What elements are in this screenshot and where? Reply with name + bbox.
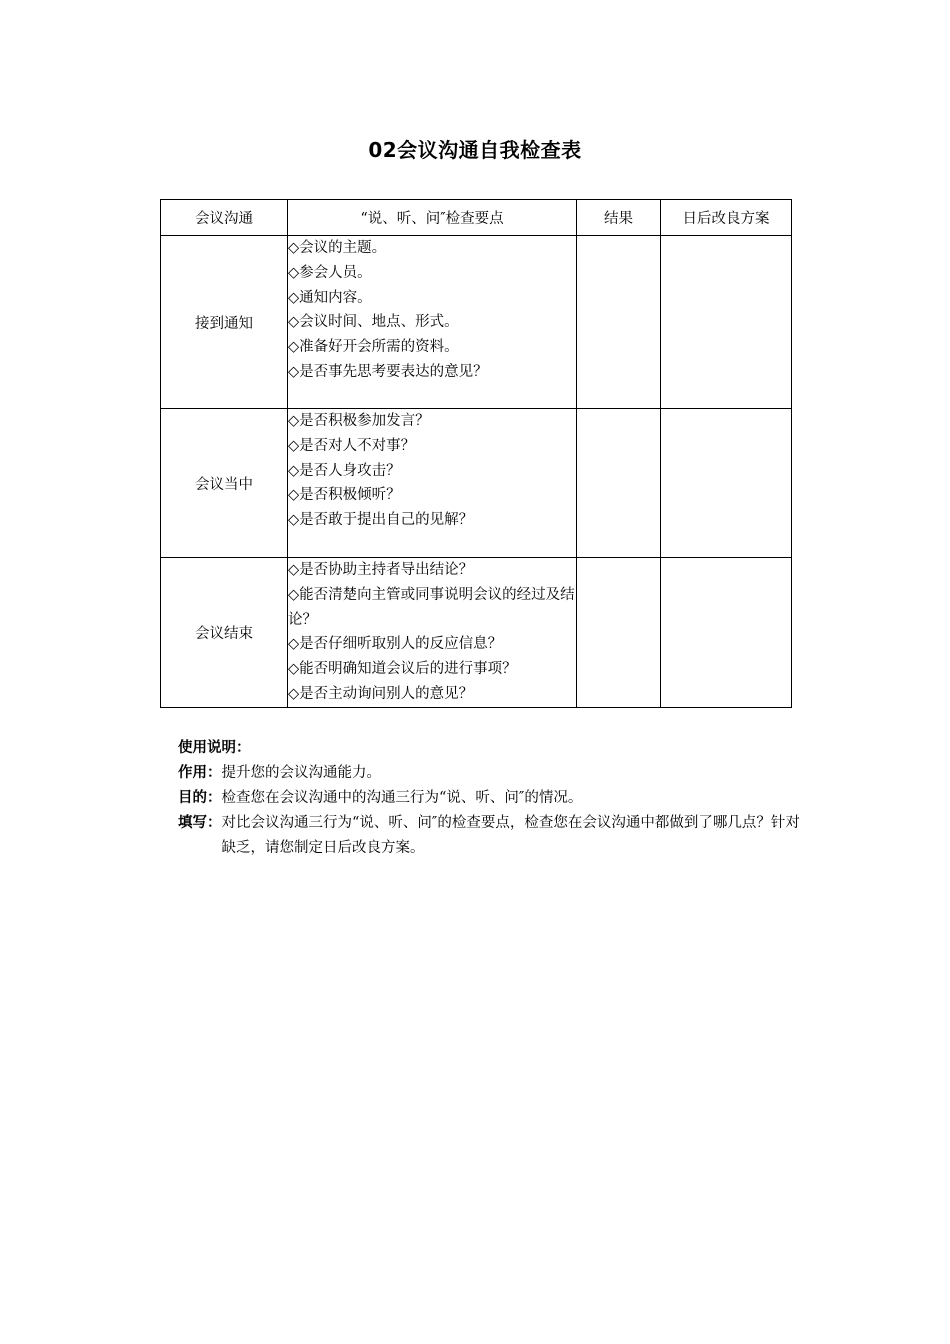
note-fill-in — [178, 811, 808, 861]
note-text: 对比会议沟通三行为“说、听、问″的检查要点，检查您在会议沟通中都做到了哪几点？针对缺乏，请您制定日后改良方案。 — [221, 815, 800, 856]
plan-cell[interactable] — [661, 558, 792, 708]
check-points-cell — [288, 409, 577, 558]
check-point-item: ◇是否主动询问别人的意见？ — [288, 685, 474, 702]
check-point-item: ◇参会人员。 — [288, 264, 372, 281]
check-point-item: ◇是否事先思考要表达的意见？ — [288, 363, 488, 380]
note-text: 提升您的会议沟通能力。 — [221, 765, 381, 781]
note-goal — [178, 786, 808, 811]
stage-cell: 接到通知 — [161, 236, 288, 409]
check-point-item: ◇是否积极参加发言？ — [288, 413, 430, 429]
notes-heading: 使用说明： — [178, 740, 251, 756]
table-header-row — [161, 200, 792, 236]
stage-cell: 会议结束 — [161, 558, 288, 708]
usage-notes — [178, 736, 808, 861]
check-points-cell — [288, 236, 577, 409]
check-point-item: ◇能否清楚向主管或同事说明会议的经过及结论？ — [288, 586, 575, 628]
check-point-item: ◇是否对人不对事？ — [288, 437, 416, 454]
check-point-item: ◇是否仔细听取别人的反应信息？ — [288, 636, 503, 653]
plan-cell[interactable] — [661, 409, 792, 558]
check-point-item: ◇会议的主题。 — [288, 240, 387, 256]
note-label: 作用： — [178, 765, 222, 781]
table-row — [161, 409, 792, 558]
check-point-item: ◇是否协助主持者导出结论？ — [288, 562, 474, 578]
check-point-item: ◇会议时间、地点、形式。 — [288, 314, 459, 331]
page-title: 02会议沟通自我检查表 — [368, 138, 582, 162]
header-check-points: “说、听、问″检查要点 — [288, 200, 577, 236]
stage-cell: 会议当中 — [161, 409, 288, 558]
table-row — [161, 236, 792, 409]
check-point-item: ◇是否积极倾听？ — [288, 487, 401, 504]
check-point-item: ◇是否人身攻击？ — [288, 462, 401, 479]
note-text: 检查您在会议沟通中的沟通三行为“说、听、问″的情况。 — [221, 790, 583, 806]
check-points-cell — [288, 558, 577, 708]
result-cell[interactable] — [577, 558, 661, 708]
check-point-item: ◇是否敢于提出自己的见解？ — [288, 512, 474, 529]
plan-cell[interactable] — [661, 236, 792, 409]
result-cell[interactable] — [577, 236, 661, 409]
check-point-item: ◇通知内容。 — [288, 289, 372, 306]
header-result: 结果 — [577, 200, 661, 236]
header-improvement-plan: 日后改良方案 — [661, 200, 792, 236]
note-label: 目的： — [178, 790, 222, 806]
table-row — [161, 558, 792, 708]
check-point-item: ◇准备好开会所需的资料。 — [288, 339, 459, 356]
note-label: 填写： — [178, 815, 222, 831]
note-purpose — [178, 761, 808, 786]
result-cell[interactable] — [577, 409, 661, 558]
checklist-table — [160, 199, 792, 708]
header-stage: 会议沟通 — [161, 200, 288, 236]
check-point-item: ◇能否明确知道会议后的进行事项？ — [288, 661, 517, 678]
